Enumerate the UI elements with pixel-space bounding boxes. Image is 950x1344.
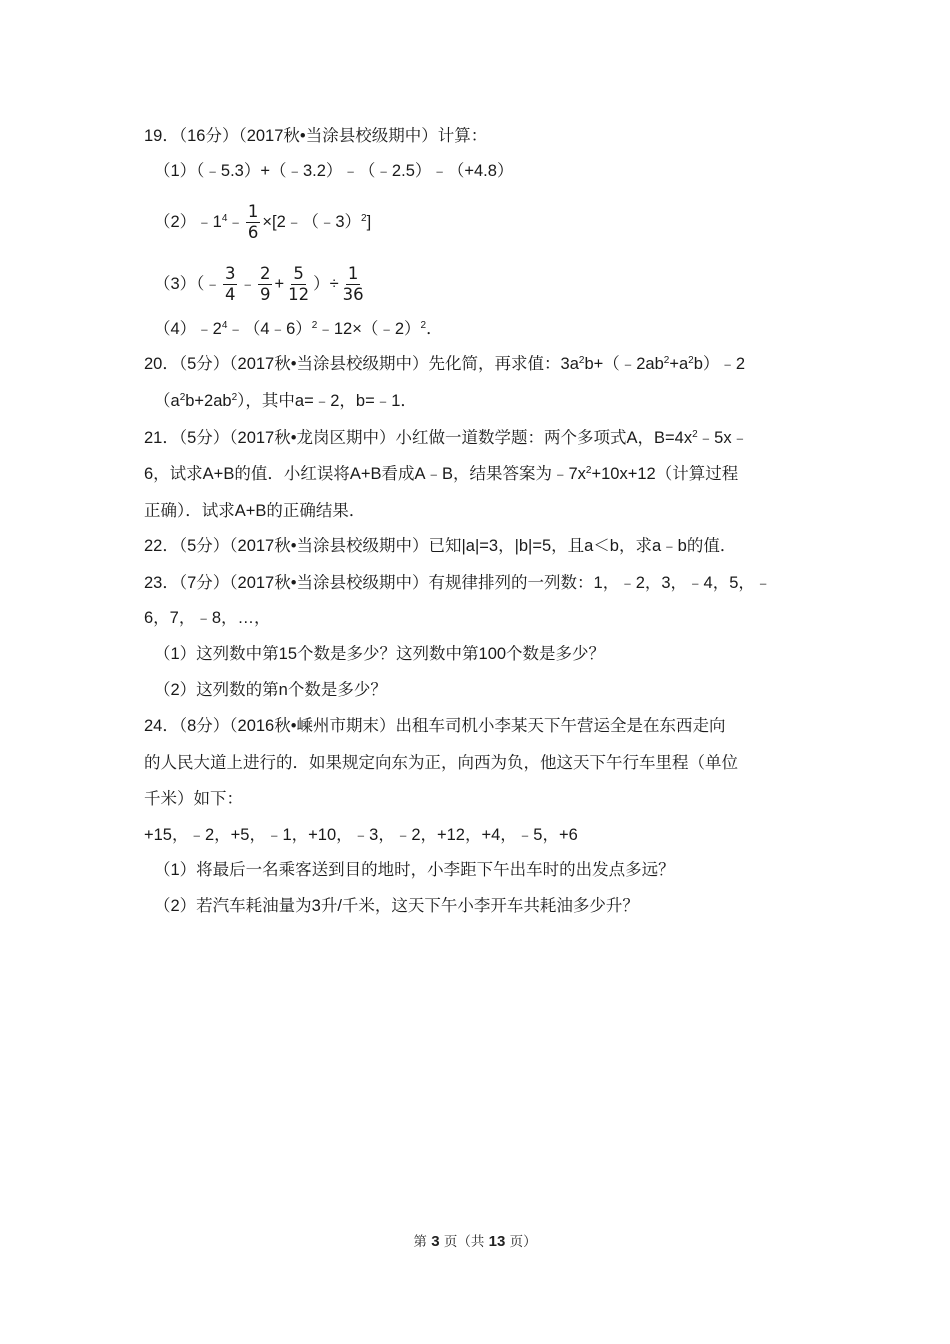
fraction: $\frac{2}{9}$ xyxy=(259,264,271,304)
q22-line-1: 22．（5分）（2017秋•当涂县校级期中）已知|a|=3，|b|=5，且a＜b，求a﹣b的值． xyxy=(144,537,737,555)
q24-line-3: 千米）如下： xyxy=(144,790,243,808)
q23-sub-2: （2）这列数的第n个数是多少？ xyxy=(154,681,387,699)
q24-line-2: 的人民大道上进行的．如果规定向东为正，向西为负，他这天下午行车里程（单位 xyxy=(144,754,738,772)
q20-line-2: $(a^2b+2ab^2)$，其中a=﹣2，b=﹣1． xyxy=(154,392,417,410)
fraction: $\frac{5}{12}$ xyxy=(288,264,310,304)
q24-line-1: 24．（8分）（2016秋•嵊州市期末）出租车司机小李某天下午营运全是在东西走向 xyxy=(144,717,726,735)
page-footer: 第 3 页（共 13 页） xyxy=(413,1233,537,1250)
q21-line-3: 正确）．试求A+B的正确结果． xyxy=(144,502,366,520)
fraction: $\frac{1}{36}$ xyxy=(342,264,364,304)
q21-line-2: 6，试求A+B的值．小红误将A+B看成A﹣B，结果答案为$﹣7x^2+10x+12$（计算过程 xyxy=(144,465,739,483)
q19-heading: 19．（16分）（2017秋•当涂县校级期中）计算： xyxy=(144,127,488,145)
q24-sub-2: （2）若汽车耗油量为3升/千米，这天下午小李开车共耗油多少升？ xyxy=(154,897,639,915)
q23-line-2: 6，7，﹣8，…， xyxy=(144,609,271,627)
q19-part-1: （1）（﹣5.3）+（﹣3.2）﹣（﹣2.5）﹣（+4.8） xyxy=(154,162,514,180)
q24-line-4: +15，﹣2，+5，﹣1，+10，﹣3，﹣2，+12，+4，﹣5，+6 xyxy=(144,826,578,844)
q19-part-4: $(4)﹣2^4﹣(4﹣6)^2﹣12\times(﹣2)^2$． xyxy=(154,320,443,338)
q20-line-1: 20．（5分）（2017秋•当涂县校级期中）先化简，再求值：$3a^2b+(﹣2ab^2+a^2b)﹣2$ xyxy=(144,355,746,373)
q23-sub-1: （1）这列数中第15个数是多少？这列数中第100个数是多少？ xyxy=(154,645,606,663)
q19-part-2: $(2)﹣1^4﹣$ $\frac{1}{6}$ ×[2﹣（﹣3）$^2$] xyxy=(154,202,372,242)
q19-part-3: （3）（﹣ $\frac{3}{4}$ ﹣ $\frac{2}{9}$ + $\frac{5}{12}$ ）÷ $\frac{1}{36}$ xyxy=(154,264,364,304)
fraction: $\frac{1}{6}$ xyxy=(247,202,259,242)
q23-line-1: 23．（7分）（2017秋•当涂县校级期中）有规律排列的一列数：1，﹣2，3，﹣4，5，﹣ xyxy=(144,574,772,592)
page-total: 13 xyxy=(488,1233,506,1250)
page-number: 3 xyxy=(431,1233,440,1250)
q21-line-1: 21．（5分）（2017秋•龙岗区期中）小红做一道数学题：两个多项式A，$B=4x^2﹣5x﹣$ xyxy=(144,429,749,447)
q24-sub-1: （1）将最后一名乘客送到目的地时，小李距下午出车时的出发点多远？ xyxy=(154,861,675,879)
fraction: $\frac{3}{4}$ xyxy=(224,264,236,304)
